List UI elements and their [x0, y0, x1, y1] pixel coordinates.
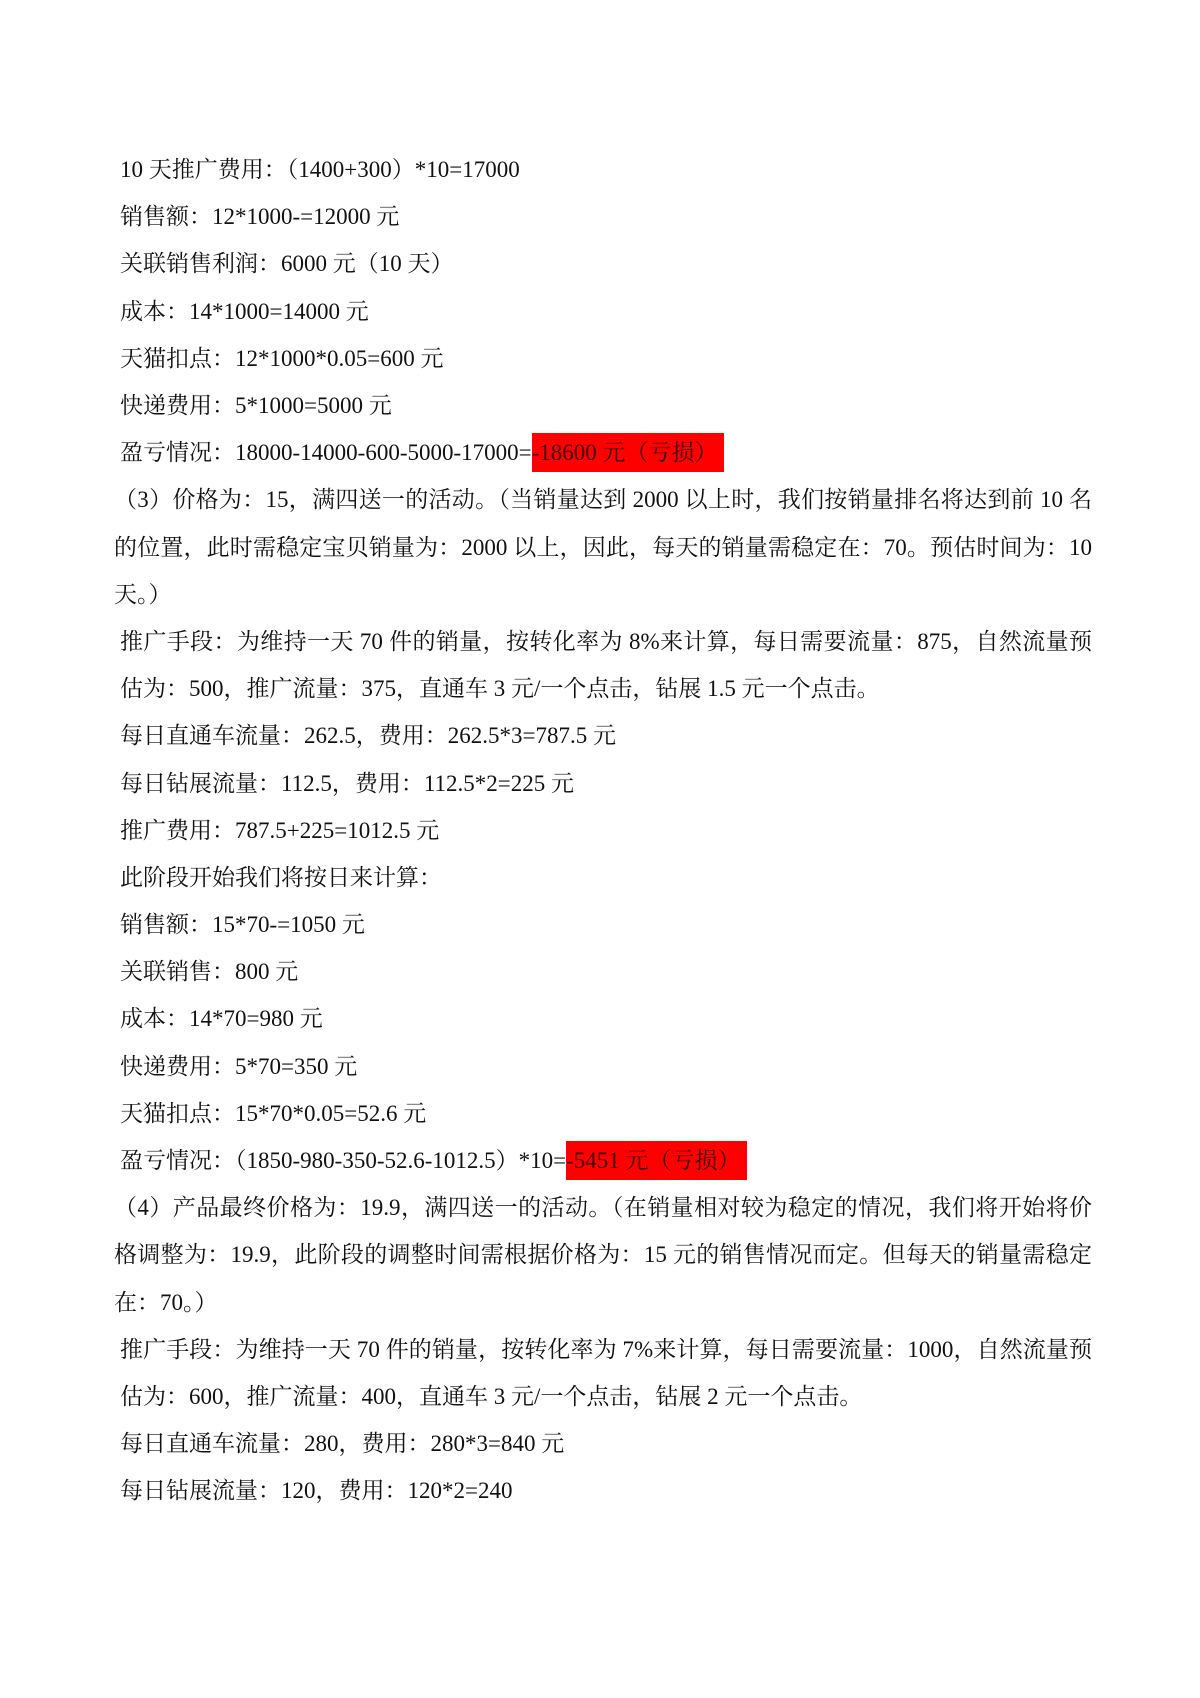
shipping-line: 快递费用：5*1000=5000 元	[120, 392, 392, 418]
section3-ztc-daily: 每日直通车流量：262.5，费用：262.5*3=787.5 元	[120, 723, 616, 749]
section3-heading: （3）价格为：15，满四送一的活动。（当销量达到 2000 以上时，我们按销量排名将达到前 10 名的位置，此时需稳定宝贝销量为：2000 以上，因此，每天的销量需稳定在：70。预估时间为：10 天。）	[114, 487, 1092, 607]
section4-heading: （4）产品最终价格为：19.9，满四送一的活动。（在销量相对较为稳定的情况，我们将开始将价格调整为：19.9，此阶段的调整时间需根据价格为：15 元的销售情况而定。但每天的销量需稳定在：70。）	[114, 1195, 1092, 1315]
section3-loss-highlight: -5451 元（亏损）	[566, 1141, 746, 1180]
cost-line: 成本：14*1000=14000 元	[120, 298, 369, 324]
profit-loss-label: 盈亏情况：18000-14000-600-5000-17000=	[120, 440, 532, 466]
document-page	[114, 146, 1092, 1515]
section3-daily-note: 此阶段开始我们将按日来计算：	[120, 864, 442, 890]
section3-tmall-fee: 天猫扣点：15*70*0.05=52.6 元	[120, 1100, 427, 1126]
section4-promo-method: 推广手段：为维持一天 70 件的销量，按转化率为 7%来计算，每日需要流量：1000，自然流量预估为：600，推广流量：400，直通车 3 元/一个点击，钻展 2 元一个点击。	[120, 1336, 1092, 1410]
section3-promo-cost: 推广费用：787.5+225=1012.5 元	[120, 817, 440, 843]
section4-ztc-daily: 每日直通车流量：280，费用：280*3=840 元	[120, 1431, 565, 1457]
tmall-fee-line: 天猫扣点：12*1000*0.05=600 元	[120, 345, 444, 371]
section3-profit-loss-line	[120, 1137, 1092, 1184]
section3-zz-daily: 每日钻展流量：112.5，费用：112.5*2=225 元	[120, 770, 575, 796]
related-profit-line: 关联销售利润：6000 元（10 天）	[120, 251, 454, 277]
section4-zz-daily: 每日钻展流量：120，费用：120*2=240	[120, 1478, 513, 1504]
section3-sales: 销售额：15*70-=1050 元	[120, 912, 365, 938]
promo-cost-10days: 10 天推广费用：（1400+300）*10=17000	[120, 157, 520, 182]
loss-highlight: -18600 元（亏损）	[532, 433, 724, 472]
section3-related-sales: 关联销售：800 元	[120, 959, 299, 985]
section3-promo-method: 推广手段：为维持一天 70 件的销量，按转化率为 8%来计算，每日需要流量：875，自然流量预估为：500，推广流量：375，直通车 3 元/一个点击，钻展 1.5 元一个点击。	[120, 628, 1092, 702]
section3-shipping: 快递费用：5*70=350 元	[120, 1053, 358, 1079]
sales-line: 销售额：12*1000-=12000 元	[120, 204, 400, 230]
section3-cost: 成本：14*70=980 元	[120, 1006, 323, 1032]
profit-loss-line	[120, 429, 1092, 476]
section3-profit-loss-label: 盈亏情况：（1850-980-350-52.6-1012.5）*10=	[120, 1148, 567, 1174]
